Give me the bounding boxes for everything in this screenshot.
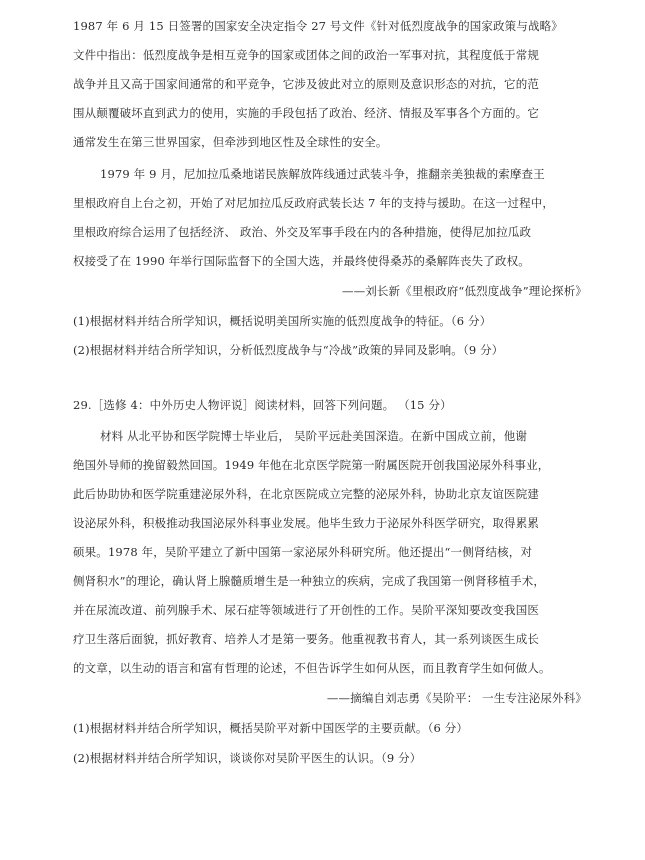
text-line: 围从颠覆破坏直到武力的使用，实施的手段包括了政治、经济、情报及军事各个方面的。它	[73, 106, 539, 120]
text-line: 权接受了在 1990 年举行国际监督下的全国大选，并最终使得桑苏的桑解阵丧失了政权。	[73, 254, 530, 268]
text-line: 并在尿流改道、前列腺手术、尿石症等领域进行了开创性的工作。吴阶平深知要改变我国医	[73, 603, 539, 617]
question-heading: 29.［选修 4：中外历史人物评说］阅读材料，回答下列问题。 （15 分）	[73, 398, 452, 412]
text-line: 1987 年 6 月 15 日签署的国家安全决定指令 27 号文件《针对低烈度战争的国家政策与战略》	[73, 19, 563, 33]
text-line: 材料 从北平协和医学院博士毕业后， 吴阶平远赴美国深造。在新中国成立前，他谢	[100, 429, 528, 443]
text-line: 疗卫生落后面貌，抓好教育、培养人才是第一要务。他重视教书育人，其一系列谈医生成长	[73, 632, 539, 646]
text-line: 通常发生在第三世界国家，但牵涉到地区性及全球性的安全。	[73, 135, 388, 149]
text-line: 战争并且又高于国家间通常的和平竞争，它涉及彼此对立的原则及意识形态的对抗，它的范	[73, 77, 539, 91]
question-item: (1)根据材料并结合所学知识，概括说明美国所实施的低烈度战争的特征。（6 分）	[73, 314, 492, 328]
source-citation: ——刘长新《里根政府“低烈度战争”理论探析》	[341, 284, 587, 298]
text-line: 侧肾积水”的理论，确认肾上腺髓质增生是一种独立的疾病，完成了我国第一例肾移植手术，	[73, 574, 546, 588]
question-item: (2)根据材料并结合所学知识，谈谈你对吴阶平医生的认识。（9 分）	[73, 751, 422, 765]
text-line: 里根政府自上台之初，开始了对尼加拉瓜反政府武装长达 7 年的支持与援助。在这一过程中，	[73, 196, 555, 210]
source-citation: ——摘编自刘志勇《吴阶平： 一生专注泌尿外科》	[326, 691, 587, 705]
text-line: 设泌尿外科，积极推动我国泌尿外科事业发展。他毕生致力于泌尿外科医学研究，取得累累	[73, 516, 539, 530]
text-line: 此后协助协和医学院重建泌尿外科，在北京医院成立完整的泌尿外科，协助北京友谊医院建	[73, 487, 539, 501]
question-item: (2)根据材料并结合所学知识，分析低烈度战争与“冷战”政策的异同及影响。（9 分）	[73, 343, 504, 357]
question-item: (1)根据材料并结合所学知识，概括吴阶平对新中国医学的主要贡献。（6 分）	[73, 721, 469, 735]
text-line: 硕果。1978 年，吴阶平建立了新中国第一家泌尿外科研究所。他还提出“一侧肾结核，对	[73, 545, 533, 559]
text-line: 1979 年 9 月，尼加拉瓜桑地诺民族解放阵线通过武装斗争，推翻亲美独裁的索摩查王	[100, 167, 545, 181]
text-line: 里根政府综合运用了包括经济、 政治、外交及军事手段在内的各种措施，使得尼加拉瓜政	[73, 225, 532, 239]
text-line: 的文章，以生动的语言和富有哲理的论述，不但告诉学生如何从医，而且教育学生如何做人。	[73, 661, 551, 675]
text-line: 绝国外导师的挽留毅然回国。1949 年他在北京医学院第一附属医院开创我国泌尿外科事业，	[73, 458, 550, 472]
text-line: 文件中指出：低烈度战争是相互竞争的国家或团体之间的政治一军事对抗，其程度低于常规	[73, 48, 539, 62]
